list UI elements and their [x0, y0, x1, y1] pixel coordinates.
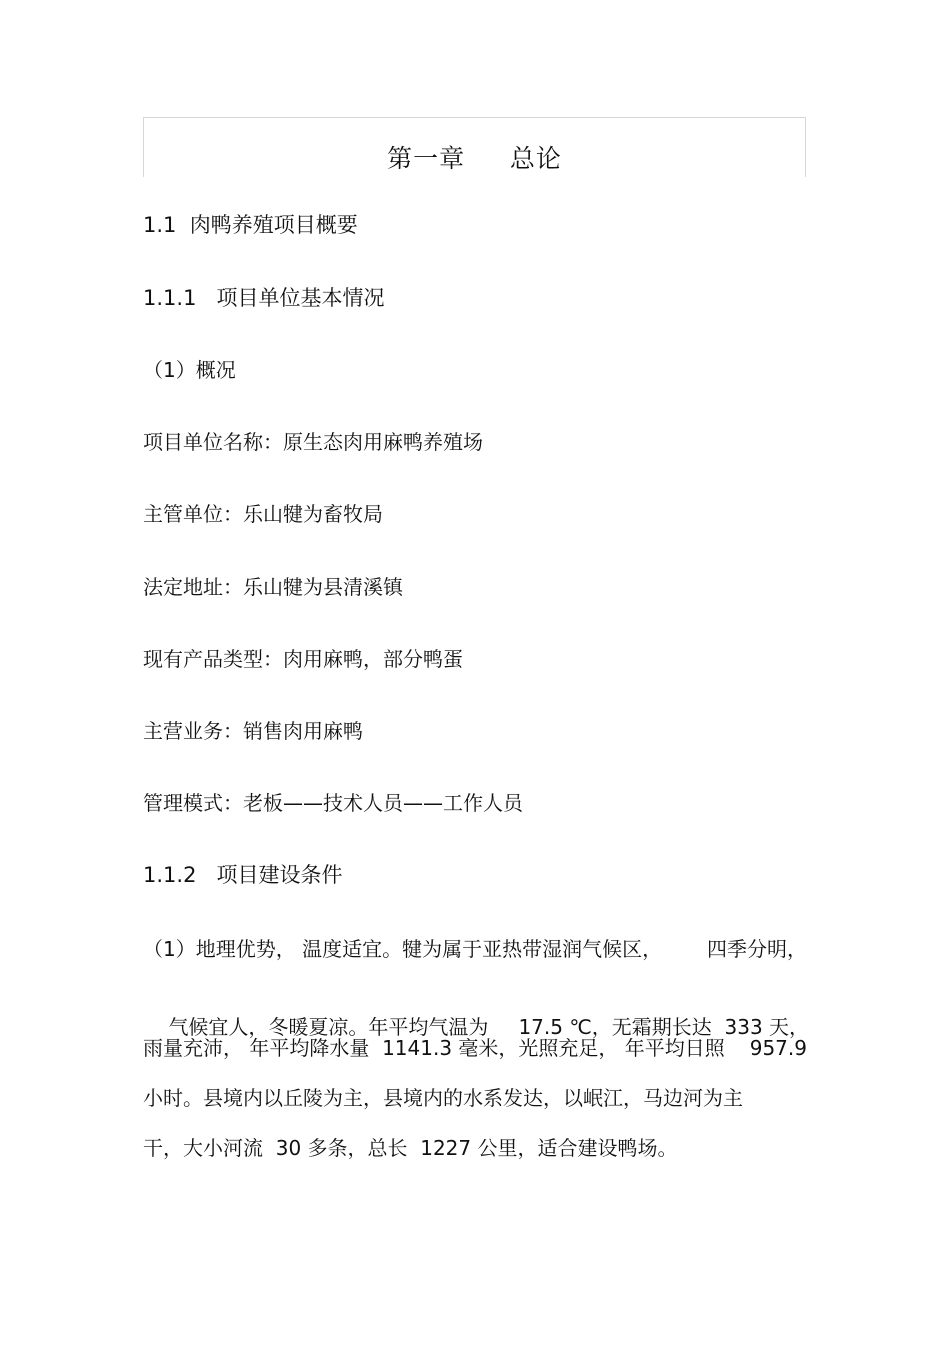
info-business: 主营业务：销售肉用麻鸭 [143, 719, 363, 743]
section-heading-1-1-1: 1.1.1 项目单位基本情况 [143, 286, 385, 310]
chapter-title: 第一章 总论 [387, 144, 562, 173]
subheading-overview: （1）概况 [143, 358, 236, 382]
info-management: 管理模式：老板——技术人员——工作人员 [143, 791, 523, 815]
paragraph-line-2-part-a: 气候宜人，冬暖夏凉。年平均气温为 [168, 1015, 489, 1039]
paragraph-line-1-part-b: 四季分明， [707, 937, 807, 961]
paragraph-line-1-part-a: （1）地理优势， 温度适宜。犍为属于亚热带湿润气候区， [143, 937, 663, 961]
paragraph-line-1 [143, 935, 807, 963]
paragraph-line-3 [143, 1034, 807, 1062]
info-products: 现有产品类型：肉用麻鸭，部分鸭蛋 [143, 647, 463, 671]
info-address: 法定地址：乐山犍为县清溪镇 [143, 575, 403, 599]
paragraph-line-2-part-b: 17.5 ℃，无霜期长达 333 天， [518, 1015, 810, 1039]
chapter-title-box [143, 117, 806, 177]
section-heading-1-1: 1.1 肉鸭养殖项目概要 [143, 213, 358, 237]
paragraph-line-5: 干，大小河流 30 多条，总长 1227 公里，适合建设鸭场。 [143, 1136, 678, 1160]
paragraph-line-3-part-a: 雨量充沛， 年平均降水量 1141.3 毫米，光照充足， 年平均日照 [143, 1036, 725, 1060]
paragraph-line-4: 小时。县境内以丘陵为主，县境内的水系发达，以岷江，马边河为主 [143, 1086, 743, 1110]
info-supervisor: 主管单位：乐山犍为畜牧局 [143, 502, 383, 526]
info-unit-name: 项目单位名称：原生态肉用麻鸭养殖场 [143, 430, 483, 454]
section-heading-1-1-2: 1.1.2 项目建设条件 [143, 863, 343, 887]
paragraph-line-3-part-b: 957.9 [749, 1036, 807, 1060]
